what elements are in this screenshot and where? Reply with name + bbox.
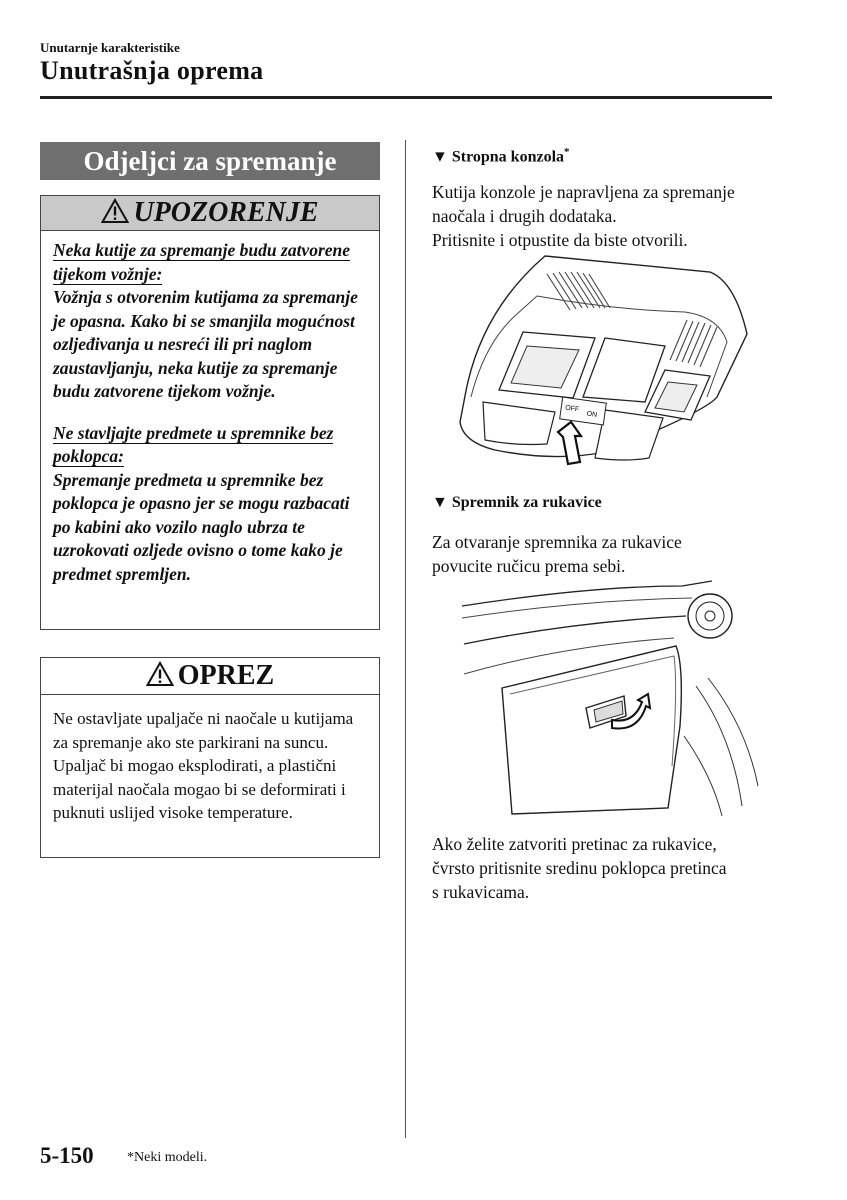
console-line: Pritisnite i otpustite da biste otvorili. (432, 230, 688, 250)
warning-header (41, 196, 379, 231)
page-title: Unutrašnja oprema (40, 56, 264, 85)
warning-box (40, 195, 380, 630)
glovebox-description (432, 530, 777, 578)
warning-item-heading: Neka kutije za spremanje budu zatvorene tijekom vožnje: (53, 240, 351, 284)
console-line: Kutija konzole je napravljena za spremanje (432, 182, 735, 202)
switch-on-label: ON (586, 410, 598, 419)
switch-off-label: OFF (564, 404, 580, 414)
caution-header (41, 658, 379, 695)
warning-label: UPOZORENJE (133, 197, 319, 228)
column-divider (405, 140, 406, 1138)
glovebox-line: Za otvaranje spremnika za rukavice (432, 532, 682, 552)
glovebox-illustration (462, 576, 762, 818)
warning-triangle-icon (101, 198, 129, 233)
warning-item-heading: Ne stavljajte predmete u spremnike bez poklopca: (53, 422, 334, 466)
warning-item (53, 422, 367, 587)
glovebox-line: povucite ručicu prema sebi. (432, 556, 626, 576)
console-asterisk: * (564, 146, 570, 158)
title-rule (40, 96, 772, 99)
warning-body (41, 231, 379, 586)
console-line: naočala i drugih dodataka. (432, 206, 617, 226)
overhead-console-illustration (455, 252, 755, 474)
console-description (432, 180, 777, 252)
glovebox-close-line: s rukavicama. (432, 882, 530, 902)
caution-text: Ne ostavljate upaljače ni naočale u kutijama za spremanje ako ste parkirani na suncu. Upaljač bi mogao eksplodirati, a plastični materijal naočala mogao bi se deformirati i puknuti uslijed visoke temperature. (53, 709, 354, 822)
glovebox-heading: ▼ Spremnik za rukavice (432, 494, 602, 511)
console-heading (432, 146, 570, 166)
warning-triangle-icon (146, 661, 174, 697)
glovebox-close-line: Ako želite zatvoriti pretinac za rukavice, (432, 834, 717, 854)
console-heading-text: ▼ Stropna konzola (432, 148, 565, 166)
warning-item-text: Spremanje predmeta u spremnike bez poklopca je opasno jer se mogu razbacati po kabini ako vozilo naglo ubrza te uzrokovati ozljede ovisno o tome kako je predmet spremljen. (53, 469, 350, 584)
section-title: Odjeljci za spremanje (40, 142, 380, 180)
breadcrumb: Unutarnje karakteristike (40, 40, 180, 55)
warning-item-text: Vožnja s otvorenim kutijama za spremanje je opasna. Kako bi se smanjila mogućnost ozljeđivanja u nesreći ili pri naglom zaustavljanju, neka kutije za spremanje budu zatvorene tijekom vožnje. (53, 287, 358, 401)
page-number: 5-150 (40, 1143, 94, 1168)
caution-label: OPREZ (177, 660, 275, 691)
glovebox-close-description (432, 832, 777, 904)
footnote: *Neki modeli. (127, 1150, 208, 1165)
warning-item (53, 239, 367, 404)
caution-box (40, 657, 380, 858)
glovebox-close-line: čvrsto pritisnite sredinu poklopca pretinca (432, 858, 727, 878)
